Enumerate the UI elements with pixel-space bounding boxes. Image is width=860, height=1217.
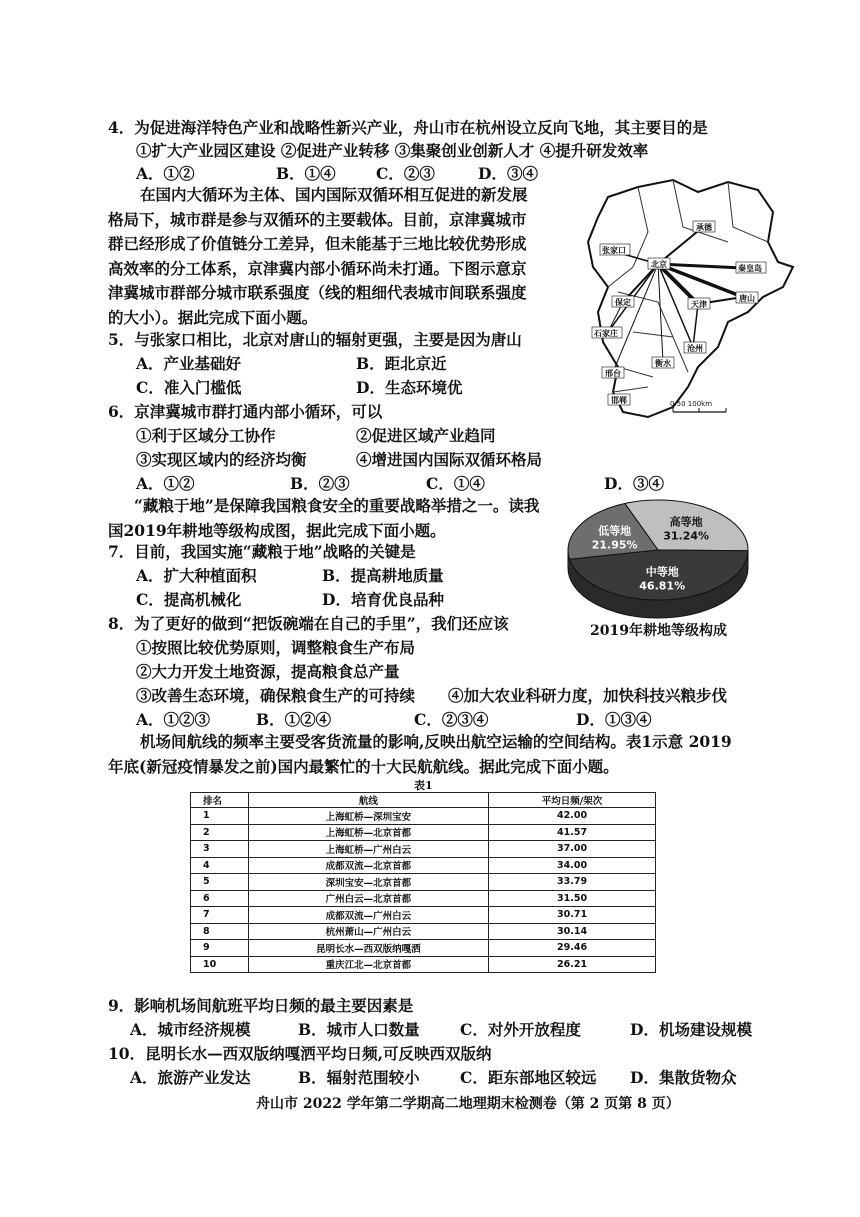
city-label: 北京 xyxy=(651,260,667,269)
frequency-cell: 30.71 xyxy=(489,907,656,924)
frequency-cell: 42.00 xyxy=(489,808,656,825)
frequency-cell: 34.00 xyxy=(489,857,656,874)
q8-option-a: A．①②③ xyxy=(136,710,211,729)
table-header-row xyxy=(191,793,656,808)
q8-item-3: ③改善生态环境，确保粮食生产的可持续 xyxy=(136,686,416,705)
intro-jjj-line: 在国内大循环为主体、国内国际双循环相互促进的新发展 xyxy=(140,185,528,204)
route-cell: 重庆江北—北京首都 xyxy=(248,956,488,973)
q10-option-b: B．辐射范围较小 xyxy=(298,1068,420,1087)
farmland-grade-pie-chart xyxy=(560,488,756,638)
rank-cell: 9 xyxy=(191,940,249,957)
pie-category-label: 高等地 xyxy=(669,515,703,529)
city-label: 承德 xyxy=(696,223,712,232)
q5-option-b: B．距北京近 xyxy=(356,354,447,373)
q4-option-a: A．①② xyxy=(136,164,195,183)
city-label: 天津 xyxy=(691,300,707,309)
map-scale-bar xyxy=(670,400,726,412)
intro-jjj-line: 群已经形成了价值链分工差异，但未能基于三地比较优势形成 xyxy=(108,234,527,253)
intro-jjj-line: 高效率的分工体系，京津冀内部小循环尚未打通。下图示意京 xyxy=(108,258,527,278)
q7-option-a: A．扩大种植面积 xyxy=(136,566,257,585)
q6-option-c: C．①④ xyxy=(426,474,485,493)
rank-cell: 1 xyxy=(191,808,249,825)
rank-cell: 10 xyxy=(191,956,249,973)
q8-item-2: ②大力开发土地资源，提高粮食总产量 xyxy=(136,662,400,681)
table-caption: 表1 xyxy=(414,779,433,792)
q8-item-1: ①按照比较优势原则，调整粮食生产布局 xyxy=(136,638,416,657)
city-label: 邯郸 xyxy=(611,396,627,405)
table-row xyxy=(191,956,656,973)
column-header: 航线 xyxy=(248,793,488,808)
q8-option-d: D．①③④ xyxy=(576,710,652,729)
rank-cell: 7 xyxy=(191,907,249,924)
intro-jjj-line: 津冀城市群部分城市联系强度（线的粗细代表城市间联系强度 xyxy=(108,283,527,302)
table-row xyxy=(191,940,656,957)
frequency-cell: 31.50 xyxy=(489,890,656,907)
q5-option-a: A．产业基础好 xyxy=(136,354,242,373)
q8-stem: 8．为了更好的做到“把饭碗端在自己的手里”，我们还应该 xyxy=(108,614,509,633)
q9-option-d: D．机场建设规模 xyxy=(630,1020,752,1039)
q8-item-4: ④加大农业科研力度，加快科技兴粮步伐 xyxy=(448,686,728,705)
q6-option-a: A．①② xyxy=(136,474,195,493)
city-label: 邢台 xyxy=(605,369,621,378)
frequency-cell: 29.46 xyxy=(489,940,656,957)
column-header: 排名 xyxy=(191,793,249,808)
table-row xyxy=(191,874,656,891)
rank-cell: 4 xyxy=(191,857,249,874)
route-cell: 上海虹桥—北京首都 xyxy=(248,824,488,841)
city-label: 张家口 xyxy=(602,246,626,255)
route-cell: 上海虹桥—广州白云 xyxy=(248,841,488,858)
city-label: 沧州 xyxy=(687,344,703,353)
q9-option-a: A．城市经济规模 xyxy=(130,1020,251,1039)
q9-option-b: B．城市人口数量 xyxy=(298,1020,420,1039)
page-footer: 舟山市 2022 学年第二学期高二地理期末检测卷（第 2 页第 8 页） xyxy=(256,1096,680,1112)
q4-option-d: D．③④ xyxy=(478,164,538,183)
intro-grain-line: 国2019年耕地等级构成图，据此完成下面小题。 xyxy=(108,520,446,540)
rank-cell: 3 xyxy=(191,841,249,858)
table-row xyxy=(191,824,656,841)
rank-cell: 2 xyxy=(191,824,249,841)
q10-option-d: D．集散货物众 xyxy=(630,1068,737,1087)
city-label: 秦皇岛 xyxy=(738,264,762,273)
q6-item-2: ②促进区域产业趋同 xyxy=(356,426,496,445)
city-label: 衡水 xyxy=(655,359,671,368)
frequency-cell: 30.14 xyxy=(489,923,656,940)
pie-category-label: 低等地 xyxy=(598,524,632,538)
q6-item-1: ①利于区域分工协作 xyxy=(136,426,276,445)
route-cell: 深圳宝安—北京首都 xyxy=(248,874,488,891)
intro-air xyxy=(108,730,732,779)
q4-option-b: B．①④ xyxy=(276,164,336,183)
q6-option-b: B．②③ xyxy=(290,474,350,493)
intro-grain-line: “藏粮于地”是保障我国粮食安全的重要战略举措之一。读我 xyxy=(134,496,540,515)
route-cell: 成都双流—北京首都 xyxy=(248,857,488,874)
intro-grain xyxy=(108,494,539,543)
q8-option-c: C．②③④ xyxy=(414,710,489,729)
pie-value-label: 31.24% xyxy=(663,529,710,543)
q10-option-a: A．旅游产业发达 xyxy=(130,1068,251,1087)
q5-option-d: D．生态环境优 xyxy=(356,378,463,397)
rank-cell: 5 xyxy=(191,874,249,891)
q6-item-3: ③实现区域内的经济均衡 xyxy=(136,450,307,469)
intro-air-line: 机场间航线的频率主要受客货流量的影响,反映出航空运输的空间结构。表1示意 2019 xyxy=(140,732,732,751)
table-row xyxy=(191,841,656,858)
city-label: 石家庄 xyxy=(594,329,618,338)
rank-cell: 6 xyxy=(191,890,249,907)
q6-option-d: D．③④ xyxy=(604,474,664,493)
q4-stem: 4．为促进海洋特色产业和战略性新兴产业，舟山市在杭州设立反向飞地，其主要目的是 xyxy=(108,118,708,137)
q5-stem: 5．与张家口相比，北京对唐山的辐射更强，主要是因为唐山 xyxy=(108,330,522,349)
q10-option-c: C．距东部地区较远 xyxy=(460,1068,597,1087)
q10-stem: 10．昆明长水—西双版纳嘎洒平均日频,可反映西双版纳 xyxy=(108,1044,492,1063)
pie-chart-title: 2019年耕地等级构成 xyxy=(590,623,727,639)
pie-category-label: 中等地 xyxy=(645,565,679,579)
route-cell: 杭州萧山—广州白云 xyxy=(248,923,488,940)
jjj-city-link-map xyxy=(578,172,808,427)
table-row xyxy=(191,857,656,874)
q4-items: ①扩大产业园区建设 ②促进产业转移 ③集聚创业创新人才 ④提升研发效率 xyxy=(136,141,649,160)
city-label: 唐山 xyxy=(739,294,755,303)
pie-svg xyxy=(560,488,756,638)
column-header: 平均日频/架次 xyxy=(489,793,656,808)
q7-option-b: B．提高耕地质量 xyxy=(322,566,444,585)
q4-option-c: C．②③ xyxy=(376,164,435,183)
city-label: 保定 xyxy=(615,298,631,307)
frequency-cell: 37.00 xyxy=(489,841,656,858)
intro-jjj xyxy=(108,183,528,330)
pie-value-label: 21.95% xyxy=(591,538,638,552)
map-svg xyxy=(578,172,808,427)
table-row xyxy=(191,923,656,940)
table-row xyxy=(191,808,656,825)
q7-option-d: D．培育优良品种 xyxy=(322,590,444,609)
pie-value-label: 46.81% xyxy=(639,579,686,593)
intro-air-line: 年底(新冠疫情暴发之前)国内最繁忙的十大民航航线。据此完成下面小题。 xyxy=(108,756,619,776)
q5-option-c: C．准入门槛低 xyxy=(136,378,242,397)
frequency-cell: 33.79 xyxy=(489,874,656,891)
q9-option-c: C．对外开放程度 xyxy=(460,1020,581,1039)
q7-option-c: C．提高机械化 xyxy=(136,590,242,609)
rank-cell: 8 xyxy=(191,923,249,940)
intro-jjj-line: 格局下，城市群是参与双循环的主要载体。目前，京津冀城市 xyxy=(108,209,527,229)
table-row xyxy=(191,890,656,907)
q6-item-4: ④增进国内国际双循环格局 xyxy=(356,450,543,469)
route-cell: 成都双流—广州白云 xyxy=(248,907,488,924)
table-row xyxy=(191,907,656,924)
frequency-cell: 26.21 xyxy=(489,956,656,973)
intro-jjj-line: 的大小）。据此完成下面小题。 xyxy=(108,307,318,327)
q8-option-b: B．①②④ xyxy=(256,710,332,729)
frequency-cell: 41.57 xyxy=(489,824,656,841)
busiest-routes-table xyxy=(190,792,656,973)
route-cell: 昆明长水—西双版纳嘎洒 xyxy=(248,940,488,957)
route-cell: 广州白云—北京首都 xyxy=(248,890,488,907)
route-cell: 上海虹桥—深圳宝安 xyxy=(248,808,488,825)
q6-stem: 6．京津冀城市群打通内部小循环，可以 xyxy=(108,402,383,421)
map-scale-label: 0 50 100km xyxy=(670,400,713,408)
q7-stem: 7．目前，我国实施“藏粮于地”战略的关键是 xyxy=(108,542,416,561)
q9-stem: 9．影响机场间航班平均日频的最主要因素是 xyxy=(108,996,414,1015)
